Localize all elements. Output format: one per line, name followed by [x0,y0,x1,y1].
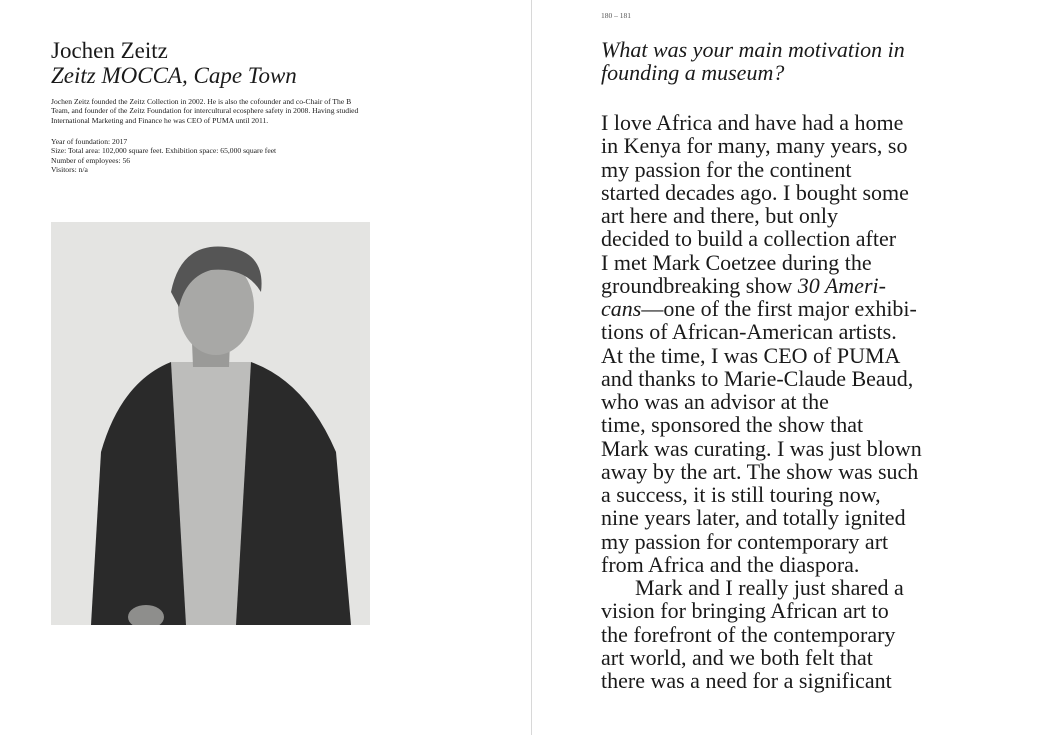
line-text: vision for bringing African art to [601,598,889,624]
fact-year: Year of foundation: 2017 [51,137,128,146]
line-text: a success, it is still touring now, [601,482,881,507]
answer-line [601,646,922,669]
answer-line [601,413,922,436]
italic-title: cans [601,296,642,321]
line-text: time, sponsored the show that [601,412,864,438]
line-text: I met Mark Coetzee during the [601,249,872,275]
bio-paragraph: Jochen Zeitz founded the Zeitz Collection in 2002. He is also the cofounder and co-Chair of The B Team, and founder of the Zeitz Foundation for intercultural ecosphere safety in 2008. Having studied International Marketing and Finance he was CEO of PUMA until 2011. [51,97,359,125]
answer-line [601,344,922,367]
line-text: art world, and we both felt that [601,644,873,670]
line-text: decided to build a collection after [601,226,897,252]
answer-line [601,181,922,204]
answer-line [601,553,922,576]
question-line: What was your main motivation in [601,37,905,62]
answer-line [601,599,922,622]
line-text: in Kenya for many, many years, so [601,133,908,159]
answer-line [601,437,922,460]
answer-line [601,483,922,506]
page-numbers: 180 – 181 [601,11,631,20]
line-text: who was an advisor at the [601,389,829,414]
fact-employees: Number of employees: 56 [51,155,131,165]
answer-line [601,623,922,646]
answer-line [601,390,922,413]
museum-name: Zeitz MOCCA, Cape Town [51,63,297,88]
answer-text [601,111,922,692]
answer-line [601,158,922,181]
line-text: art here and there, but only [601,203,839,228]
line-text: —one of the first major exhibi- [641,296,917,321]
answer-line [601,274,922,297]
line-text: Mark and I really just shared a [635,575,904,600]
answer-line [601,111,922,134]
line-text: and thanks to Marie-Claude Beaud, [601,365,914,391]
line-text: groundbreaking show [601,272,798,298]
interviewee-name: Jochen Zeitz [51,38,168,63]
line-text: started decades ago. I bought some [601,179,909,205]
answer-line [601,251,922,274]
answer-line [601,506,922,529]
page-gutter [531,0,532,735]
answer-line [601,367,922,390]
portrait-illustration [51,222,370,625]
museum-facts [51,137,276,175]
question-line: founding a museum? [601,60,785,86]
line-text: my passion for contemporary art [601,528,889,554]
answer-line [601,227,922,250]
answer-line [601,320,922,343]
answer-line [601,530,922,553]
interview-question [601,38,905,85]
answer-line [601,460,922,483]
answer-line [601,669,922,692]
line-text: there was a need for a significant [601,668,892,693]
portrait-photo [51,222,370,625]
line-text: away by the art. The show was such [601,458,919,484]
line-text: nine years later, and totally ignited [601,505,906,531]
line-text: At the time, I was CEO of PUMA [601,342,901,368]
fact-visitors: Visitors: n/a [51,165,88,175]
line-text: my passion for the continent [601,156,852,182]
answer-line [601,297,922,320]
line-text: from Africa and the diaspora. [601,551,860,577]
answer-line [601,576,922,599]
answer-line [601,134,922,157]
fact-size: Size: Total area: 102,000 square feet. Exhibition space: 65,000 square feet [51,146,277,156]
line-text: Mark was curating. I was just blown [601,435,922,461]
line-text: the forefront of the contemporary [601,621,896,647]
line-text: I love Africa and have had a home [601,110,904,135]
line-text: tions of African-American artists. [601,319,897,345]
italic-title: 30 Ameri- [797,272,886,298]
answer-line [601,204,922,227]
